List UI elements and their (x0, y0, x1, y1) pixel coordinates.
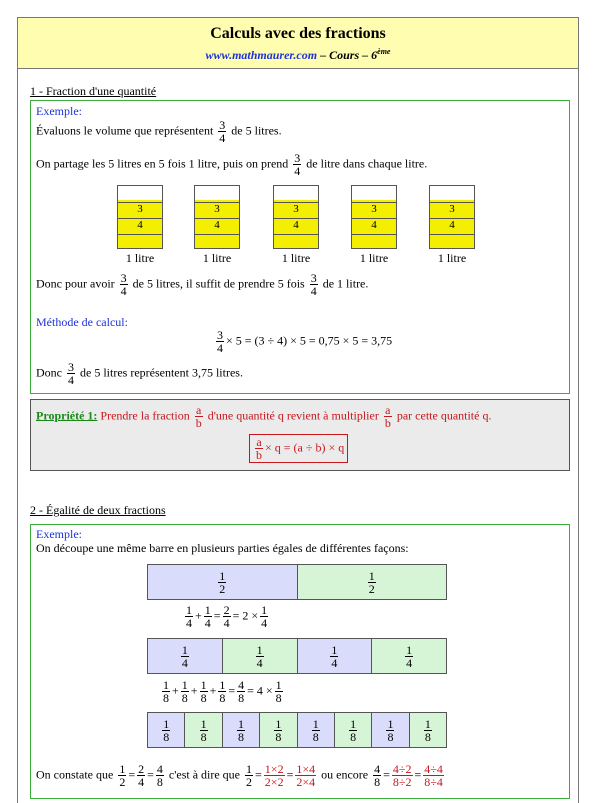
bar-segment: $\frac{1}{4}$ (223, 639, 298, 673)
bar-segment: $\frac{1}{8}$ (298, 713, 335, 747)
jar-label: 1 litre (125, 251, 155, 265)
fraction: $\frac{3}{4}$ (219, 118, 226, 145)
equation-quarters: $\frac{1}{4}$ + $\frac{1}{4}$ = $\frac{2}{4}$ = 2 × $\frac{1}{4}$ (186, 603, 268, 630)
bar-segment: $\frac{1}{4}$ (148, 639, 223, 673)
site-link[interactable]: www.mathmaurer.com (205, 48, 318, 62)
jar-label: 1 litre (437, 251, 467, 265)
fraction: $\frac{a}{b}$ (256, 435, 262, 462)
subtitle: www.mathmaurer.com – Cours – 6ème (205, 47, 391, 62)
fraction: $\frac{3}{4}$ (120, 271, 127, 298)
bar-segment: $\frac{1}{8}$ (260, 713, 297, 747)
bar-eighths (147, 712, 447, 748)
bar-segment: $\frac{1}{4}$ (372, 639, 446, 673)
bar-segment: $\frac{1}{8}$ (223, 713, 260, 747)
litre-jar: 3 4 (429, 185, 475, 249)
example-label-2: Exemple: (36, 527, 82, 541)
bar-segment: $\frac{1}{8}$ (372, 713, 409, 747)
section-1-title: 1 - Fraction d'une quantité (30, 84, 157, 98)
page-title: Calculs avec des fractions (210, 25, 386, 42)
litre-jar: 3 4 (351, 185, 397, 249)
litre-jar: 3 4 (117, 185, 163, 249)
fraction: $\frac{3}{4}$ (310, 271, 317, 298)
fraction: $\frac{3}{4}$ (217, 328, 223, 355)
fraction: $\frac{a}{b}$ (384, 403, 391, 430)
line-1: Évaluons le volume que représentent $\frac{3}{4}$ de 5 litres. (36, 118, 282, 145)
bar-segment: $\frac{1}{4}$ (298, 639, 373, 673)
header (18, 18, 578, 69)
litre-jar: 3 4 (194, 185, 240, 249)
equation-eighths: $\frac{1}{8}$ + $\frac{1}{8}$ + $\frac{1}{8}$ + $\frac{1}{8}$ = $\frac{4}{8}$ = 4 × $\frac{1}{8}$ (163, 678, 282, 705)
intro-line: On découpe une même barre en plusieurs parties égales de différentes façons: (36, 541, 409, 555)
bar-segment: $\frac{1}{8}$ (185, 713, 222, 747)
bar-segment: $\frac{1}{2}$ (298, 565, 447, 599)
litre-jar: 3 4 (273, 185, 319, 249)
bar-segment: $\frac{1}{8}$ (148, 713, 185, 747)
fraction: $\frac{3}{4}$ (68, 360, 74, 387)
property-1: Propriété 1: Prendre la fraction $\frac{a}{b}$ d'une quantité q revient à multiplier $\frac{a}{b}$ par cette quantité q. (36, 403, 492, 430)
bar-quarters (147, 638, 447, 674)
line-4: Donc $\frac{3}{4}$ de 5 litres représentent 3,75 litres. (36, 360, 243, 387)
bar-halves (147, 564, 447, 600)
section-2-title: 2 - Égalité de deux fractions (30, 503, 166, 517)
bar-segment: $\frac{1}{2}$ (148, 565, 298, 599)
property-formula: $\frac{a}{b}$ × q = (a ÷ b) × q (249, 434, 348, 463)
jar-label: 1 litre (202, 251, 232, 265)
line-3: Donc pour avoir $\frac{3}{4}$ de 5 litres, il suffit de prendre 5 fois $\frac{3}{4}$ de 1 litre. (36, 271, 369, 298)
conclusion-line: On constate que $\frac{1}{2}$ = $\frac{2}{4}$ = $\frac{4}{8}$ c'est à dire que $\frac{1}{2}$ = $\frac{1\times 2}{2\times 2}$ = $\frac{1\times 4}{2\times 4}$ ou encore $\frac{4}{8}$ = $\frac{4\div 2}{8\div 2}$ = $\frac{4\div 4}{8\div 4}$ (36, 762, 443, 789)
line-2: On partage les 5 litres en 5 fois 1 litre, puis on prend $\frac{3}{4}$ de litre dans chaque litre. (36, 151, 428, 178)
fraction: $\frac{a}{b}$ (195, 403, 202, 430)
example-label: Exemple: (36, 104, 82, 118)
method-label: Méthode de calcul: (36, 315, 128, 329)
jar-label: 1 litre (359, 251, 389, 265)
jar-label: 1 litre (281, 251, 311, 265)
bar-segment: $\frac{1}{8}$ (410, 713, 446, 747)
bar-segment: $\frac{1}{8}$ (335, 713, 372, 747)
calc-line: $\frac{3}{4}$ × 5 = (3 ÷ 4) × 5 = 0,75 × 5 = 3,75 (217, 328, 393, 355)
fraction: $\frac{3}{4}$ (294, 151, 301, 178)
